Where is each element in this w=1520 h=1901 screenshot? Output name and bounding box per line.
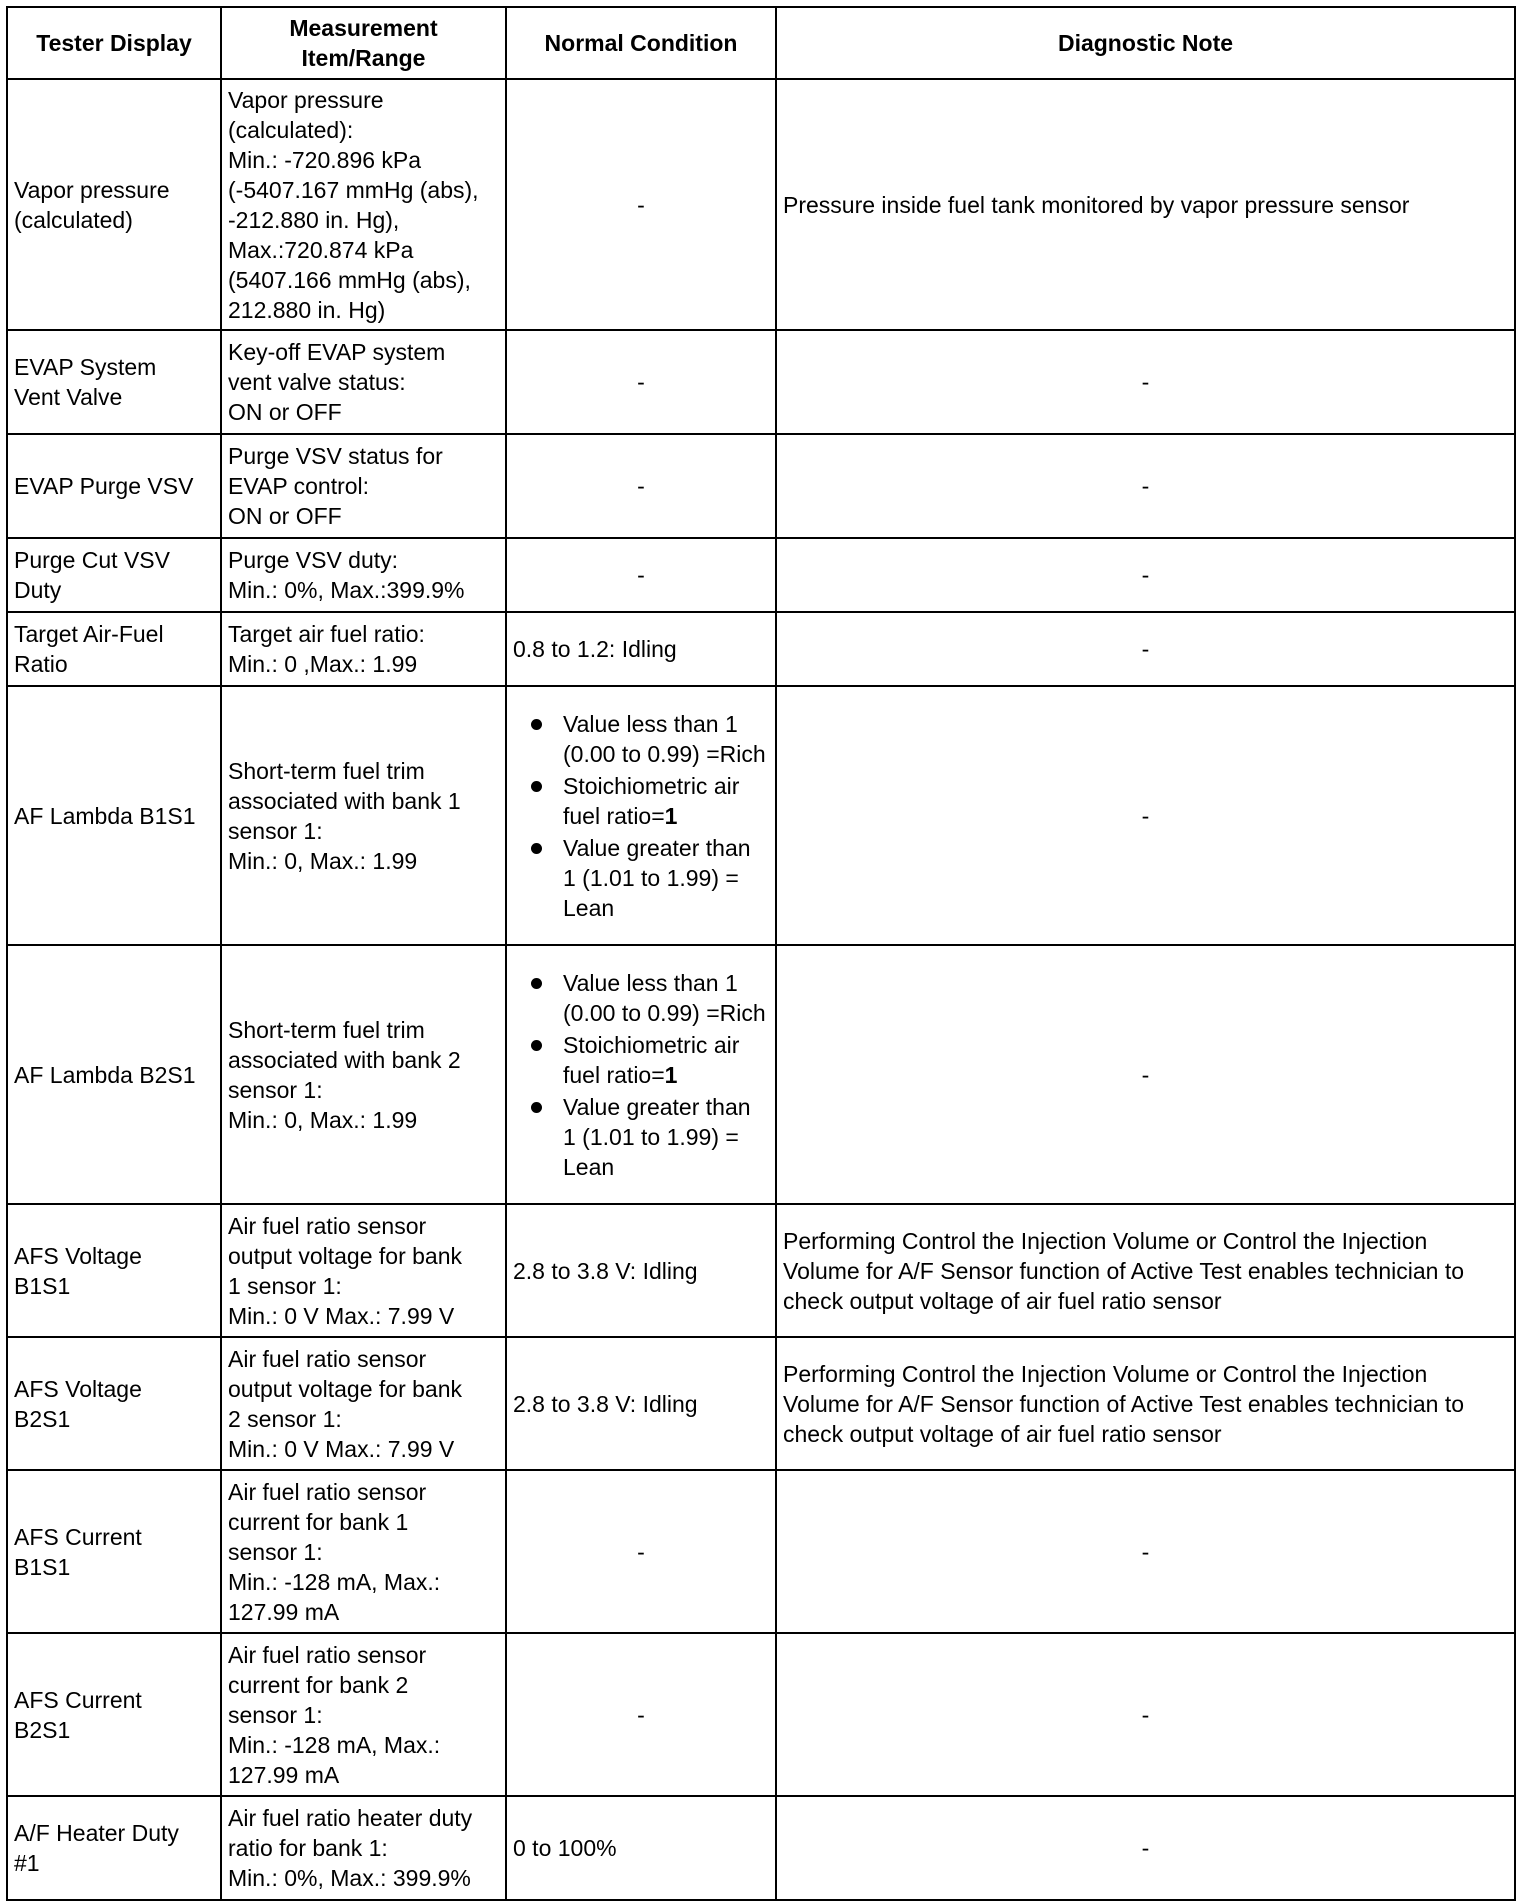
diagnostic-note-cell: - [776, 1796, 1515, 1900]
measurement-cell: Purge VSV status for EVAP control: ON or OFF [221, 434, 506, 538]
measurement-cell: Key-off EVAP system vent valve status: ON or OFF [221, 330, 506, 434]
diagnostic-note-cell: - [776, 686, 1515, 945]
table-row [7, 1204, 1515, 1337]
header-measurement: Measurement Item/Range [221, 7, 506, 79]
table-row [7, 330, 1515, 434]
measurement-cell: Air fuel ratio sensor current for bank 1 sensor 1: Min.: -128 mA, Max.: 127.99 mA [221, 1470, 506, 1633]
diagnostic-note-cell: - [776, 330, 1515, 434]
tester-display-cell: Purge Cut VSV Duty [7, 538, 221, 612]
measurement-cell: Air fuel ratio sensor output voltage for bank 2 sensor 1: Min.: 0 V Max.: 7.99 V [221, 1337, 506, 1470]
table-row [7, 612, 1515, 686]
tester-display-cell: AFS Voltage B2S1 [7, 1337, 221, 1470]
tester-display-cell: AF Lambda B1S1 [7, 686, 221, 945]
diagnostic-note-cell: Pressure inside fuel tank monitored by vapor pressure sensor [776, 79, 1515, 330]
table-row [7, 1337, 1515, 1470]
bullet-list [513, 968, 769, 1182]
diagnostic-note-cell: - [776, 612, 1515, 686]
measurement-cell: Air fuel ratio heater duty ratio for bank 1: Min.: 0%, Max.: 399.9% [221, 1796, 506, 1900]
normal-condition-cell: - [506, 79, 776, 330]
bullet-item: Value greater than 1 (1.01 to 1.99) = Lean [513, 1092, 769, 1182]
normal-condition-cell: 0.8 to 1.2: Idling [506, 612, 776, 686]
tester-display-cell: Target Air-Fuel Ratio [7, 612, 221, 686]
tester-display-cell: AF Lambda B2S1 [7, 945, 221, 1204]
data-list-table [6, 6, 1516, 1901]
tester-display-cell: AFS Voltage B1S1 [7, 1204, 221, 1337]
bullet-item: Value less than 1 (0.00 to 0.99) =Rich [513, 709, 769, 769]
measurement-cell: Purge VSV duty: Min.: 0%, Max.:399.9% [221, 538, 506, 612]
normal-condition-cell: 0 to 100% [506, 1796, 776, 1900]
table-row [7, 686, 1515, 945]
diagnostic-note-cell: - [776, 434, 1515, 538]
bullet-list [513, 709, 769, 923]
normal-condition-cell: - [506, 330, 776, 434]
tester-display-cell: AFS Current B1S1 [7, 1470, 221, 1633]
table-row [7, 79, 1515, 330]
diagnostic-note-cell: - [776, 538, 1515, 612]
header-tester-display: Tester Display [7, 7, 221, 79]
diagnostic-note-cell: Performing Control the Injection Volume or Control the Injection Volume for A/F Sensor function of Active Test enables technician to check output voltage of air fuel ratio sensor [776, 1204, 1515, 1337]
tester-display-cell: A/F Heater Duty #1 [7, 1796, 221, 1900]
measurement-cell: Short-term fuel trim associated with bank 1 sensor 1: Min.: 0, Max.: 1.99 [221, 686, 506, 945]
normal-condition-cell: 2.8 to 3.8 V: Idling [506, 1204, 776, 1337]
measurement-cell: Target air fuel ratio: Min.: 0 ,Max.: 1.99 [221, 612, 506, 686]
table-row [7, 1633, 1515, 1796]
normal-condition-cell: - [506, 538, 776, 612]
diagnostic-note-cell: Performing Control the Injection Volume or Control the Injection Volume for A/F Sensor function of Active Test enables technician to check output voltage of air fuel ratio sensor [776, 1337, 1515, 1470]
bullet-item: Stoichiometric air fuel ratio=1 [513, 771, 769, 831]
normal-condition-cell [506, 945, 776, 1204]
normal-condition-cell: - [506, 434, 776, 538]
diagnostic-note-cell: - [776, 945, 1515, 1204]
tester-display-cell: Vapor pressure (calculated) [7, 79, 221, 330]
measurement-cell: Vapor pressure (calculated): Min.: -720.896 kPa (-5407.167 mmHg (abs), -212.880 in. Hg), Max.:720.874 kPa (5407.166 mmHg (abs), 212.880 in. Hg) [221, 79, 506, 330]
table-row [7, 1796, 1515, 1900]
table-row [7, 434, 1515, 538]
normal-condition-cell: - [506, 1470, 776, 1633]
bullet-item: Value less than 1 (0.00 to 0.99) =Rich [513, 968, 769, 1028]
tester-display-cell: EVAP System Vent Valve [7, 330, 221, 434]
bullet-item: Value greater than 1 (1.01 to 1.99) = Lean [513, 833, 769, 923]
table-row [7, 538, 1515, 612]
diagnostic-note-cell: - [776, 1633, 1515, 1796]
normal-condition-cell: - [506, 1633, 776, 1796]
tester-display-cell: EVAP Purge VSV [7, 434, 221, 538]
header-normal-condition: Normal Condition [506, 7, 776, 79]
normal-condition-cell [506, 686, 776, 945]
measurement-cell: Air fuel ratio sensor output voltage for bank 1 sensor 1: Min.: 0 V Max.: 7.99 V [221, 1204, 506, 1337]
table-row [7, 1470, 1515, 1633]
tester-display-cell: AFS Current B2S1 [7, 1633, 221, 1796]
diagnostic-note-cell: - [776, 1470, 1515, 1633]
normal-condition-cell: 2.8 to 3.8 V: Idling [506, 1337, 776, 1470]
header-row [7, 7, 1515, 79]
header-diagnostic-note: Diagnostic Note [776, 7, 1515, 79]
measurement-cell: Short-term fuel trim associated with bank 2 sensor 1: Min.: 0, Max.: 1.99 [221, 945, 506, 1204]
bullet-item: Stoichiometric air fuel ratio=1 [513, 1030, 769, 1090]
table-row [7, 945, 1515, 1204]
measurement-cell: Air fuel ratio sensor current for bank 2 sensor 1: Min.: -128 mA, Max.: 127.99 mA [221, 1633, 506, 1796]
